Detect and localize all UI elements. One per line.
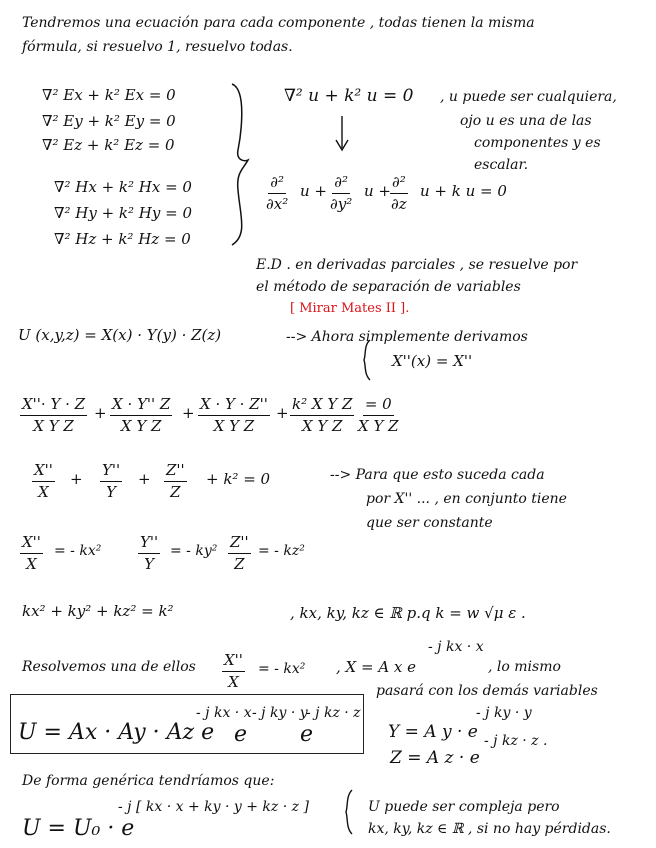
sum-frac-4-num: k² X Y Z: [290, 396, 354, 416]
generic-main: U = U₀ · e: [22, 816, 135, 841]
sum-fraction-4: [290, 396, 354, 434]
dispersion-equation: kx² + ky² + kz² = k²: [22, 602, 174, 620]
separation-derivative: X''(x) = X'': [392, 352, 473, 370]
generic-note-2: kx, ky, kz ∈ ℝ , si no hay pérdidas.: [368, 821, 611, 837]
const-y-val: = - ky²: [170, 543, 218, 559]
reduced-note-2: por X'' ... , en conjunto tiene: [366, 491, 567, 507]
ed-line-2: el método de separación de variables: [256, 279, 521, 295]
reduced-z-den: Z: [170, 482, 181, 501]
plus-sign: u +: [300, 182, 327, 200]
partial-z-fraction: [390, 174, 408, 212]
solve-same: , lo mismo: [488, 659, 561, 675]
const-x-val: = - kx²: [54, 543, 102, 559]
partial-x-fraction: [266, 174, 288, 212]
reduced-fraction-z: [164, 462, 187, 500]
reduced-y-num: Y'': [100, 462, 122, 482]
reduced-fraction-x: [32, 462, 55, 500]
sum-frac-5-den: X Y Z: [358, 416, 399, 435]
boxed-e2: e: [234, 722, 248, 747]
const-z-den: Z: [234, 554, 245, 573]
separation-equation: U (x,y,z) = X(x) · Y(y) · Z(z): [18, 326, 222, 344]
equation-hx: ∇² Hx + k² Hx = 0: [54, 178, 192, 196]
equation-ez: ∇² Ez + k² Ez = 0: [42, 136, 175, 154]
sum-frac-1-num: X''· Y · Z: [20, 396, 87, 416]
expanded-rest: u + k u = 0: [420, 182, 507, 200]
reduced-plus-1: +: [70, 470, 83, 488]
sum-frac-3-den: X Y Z: [213, 416, 255, 435]
intro-line-2: fórmula, si resuelvo 1, resuelvo todas.: [22, 39, 293, 55]
boxed-e3: e: [300, 722, 314, 747]
partial-y-fraction: [330, 174, 352, 212]
ed-line-1: E.D . en derivadas parciales , se resuelve por: [256, 257, 578, 273]
partial-y-den: ∂y²: [330, 194, 353, 213]
ed-reference: [ Mirar Mates II ].: [290, 301, 410, 316]
equation-ex: ∇² Ex + k² Ex = 0: [42, 86, 176, 104]
constant-fraction-y: [138, 534, 160, 572]
solve-solution: , X = A x e: [336, 658, 417, 676]
z-solution-exponent: - j kz · z .: [484, 733, 548, 749]
solve-frac-den: X: [228, 672, 239, 691]
generic-intro: De forma genérica tendríamos que:: [22, 773, 275, 789]
boxed-exp-3: - j kz · z: [306, 705, 361, 721]
solve-fraction: [222, 652, 245, 690]
const-x-num: X'': [20, 534, 43, 554]
helmholtz-note-3: componentes y es: [474, 135, 601, 151]
equation-ey: ∇² Ey + k² Ey = 0: [42, 112, 176, 130]
reduced-y-den: Y: [106, 482, 117, 501]
partial-x-den: ∂x²: [266, 194, 289, 213]
helmholtz-note-2: ojo u es una de las: [460, 113, 592, 129]
separation-arrow-note: --> Ahora simplemente derivamos: [286, 329, 528, 345]
reduced-tail: + k² = 0: [206, 470, 271, 488]
sum-op-2: +: [182, 404, 195, 422]
reduced-note-3: que ser constante: [366, 515, 493, 531]
partial-y-num: ∂²: [332, 174, 350, 194]
reduced-fraction-y: [100, 462, 122, 500]
generic-exponent: - j [ kx · x + ky · y + kz · z ]: [118, 799, 309, 815]
partial-x-num: ∂²: [268, 174, 286, 194]
partial-z-den: ∂z: [391, 194, 407, 213]
sum-frac-5-num: = 0: [363, 396, 394, 416]
partial-z-num: ∂²: [390, 174, 408, 194]
reduced-x-den: X: [38, 482, 49, 501]
equation-hz: ∇² Hz + k² Hz = 0: [54, 230, 191, 248]
solve-solution-exponent: - j kx · x: [428, 639, 484, 655]
generic-note-1: U puede ser compleja pero: [368, 799, 560, 815]
helmholtz-equation: ∇² u + k² u = 0: [284, 86, 414, 106]
helmholtz-note-1: , u puede ser cualquiera,: [440, 89, 617, 105]
y-solution-exponent: - j ky · y: [476, 705, 532, 721]
sum-frac-3-num: X · Y · Z'': [198, 396, 270, 416]
y-solution: Y = A y · e: [388, 722, 478, 742]
helmholtz-note-4: escalar.: [474, 157, 529, 173]
const-x-den: X: [26, 554, 37, 573]
reduced-note-1: --> Para que esto suceda cada: [330, 467, 545, 483]
dispersion-condition: , kx, ky, kz ∈ ℝ p.q k = w √μ ε .: [290, 604, 526, 622]
sum-frac-2-den: X Y Z: [120, 416, 162, 435]
sum-frac-1-den: X Y Z: [33, 416, 74, 435]
sum-fraction-5: [358, 396, 399, 434]
constant-fraction-x: [20, 534, 43, 572]
equation-hy: ∇² Hy + k² Hy = 0: [54, 204, 192, 222]
sum-op-3: +: [276, 404, 289, 422]
reduced-x-num: X'': [32, 462, 55, 482]
boxed-main: U = Ax · Ay · Az e: [18, 720, 215, 745]
reduced-z-num: Z'': [164, 462, 187, 482]
sum-fraction-3: [198, 396, 270, 434]
sum-frac-4-den: X Y Z: [301, 416, 343, 435]
sum-frac-2-num: X · Y'' Z: [110, 396, 172, 416]
const-y-den: Y: [144, 554, 155, 573]
sum-op-1: +: [94, 404, 107, 422]
boxed-exp-2: - j ky · y: [252, 705, 308, 721]
solve-frac-num: X'': [222, 652, 245, 672]
z-solution: Z = A z · e: [390, 748, 480, 768]
const-z-num: Z'': [228, 534, 251, 554]
constant-fraction-z: [228, 534, 251, 572]
solve-text: Resolvemos una de ellos: [22, 659, 196, 675]
const-z-val: = - kz²: [258, 543, 305, 559]
solve-others: pasará con los demás variables: [376, 683, 598, 699]
solve-eq: = - kx²: [258, 661, 306, 677]
reduced-plus-2: +: [138, 470, 151, 488]
plus-sign-2: u +: [364, 182, 391, 200]
sum-fraction-2: [110, 396, 172, 434]
sum-fraction-1: [20, 396, 87, 434]
boxed-exp-1: - j kx · x: [196, 705, 252, 721]
const-y-num: Y'': [138, 534, 160, 554]
intro-line-1: Tendremos una ecuación para cada componente , todas tienen la misma: [22, 15, 535, 31]
